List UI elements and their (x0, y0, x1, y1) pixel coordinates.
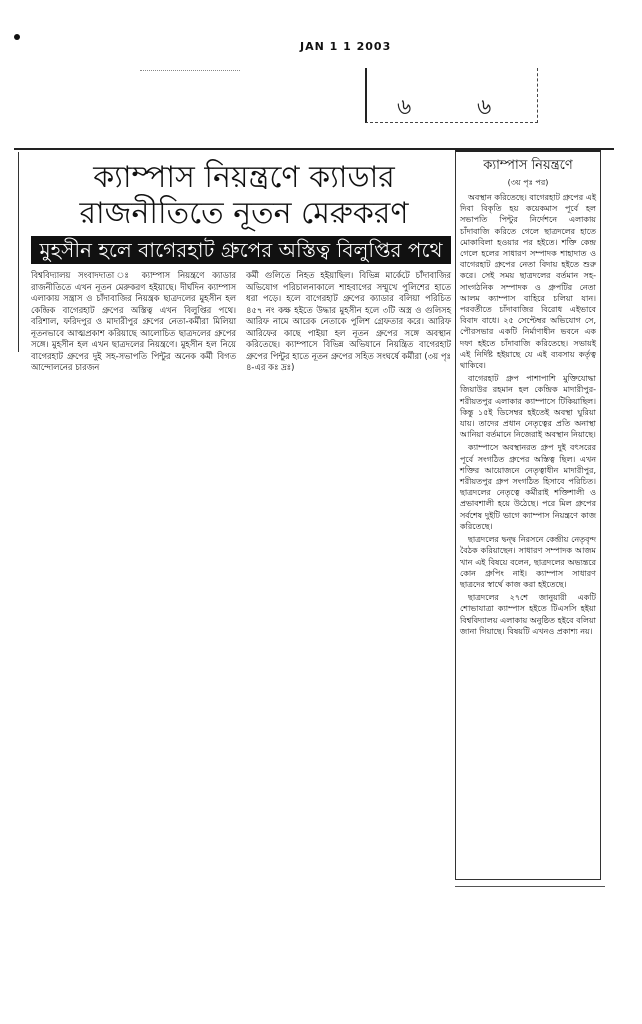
faded-header-marks (140, 70, 240, 101)
stamp-digit: ৬ (397, 95, 412, 120)
continuation-column (455, 150, 601, 880)
subheadline-banner: মুহসীন হলে বাগেরহাট গ্রুপের অস্তিত্ব বিলুপ্তির পথে (31, 236, 451, 264)
paragraph: বাগেরহাট গ্রুপ পাশাপাশি মুক্তিযোদ্ধা জিয়াউর রহমান হল কেন্দ্রিক মাদারীপুর-শরীয়তপুর এলাকার ক্যাম্পাসে টিকিয়াছিল। কিন্তু ১৫ই ডিসেম্বর হইতেই অবস্থা ঘুরিয়া যায়। তাদের প্রধান নেতৃত্বের প্রতি অনাস্থা আনিয়া বর্তমানে নিজেরাই অবস্থান নিয়াছে। (460, 374, 596, 440)
clipping-border-bottom (455, 886, 605, 887)
paragraph: অবস্থান করিতেছে। বাগেরহাট গ্রুপের এই দিবা বিকৃতি হয় কয়েকমাস পূর্বে হল সভাপতি পিন্টুর নির্দেশনে এলাকায় চাঁদাবাজি করিতে গেলে ছাত্রদলের হাতে মোকাবিলা হওয়ার পর হইতে। শক্তি কেন্দ্র গেলে হলের সাধারণ সম্পাদক শাহাদাত ও বাগেরহাট গ্রুপের নেতা বিদায় হইতে শুরু করে। সেই সময় ছাত্রদলের বর্তমান সহ-সাংগঠনিক সম্পাদক ও গ্রুপটির নেতা আলম ক্যাম্পাস বাহিরে চলিয়া যান। পরবর্তীতে চাঁদাবাজির বিরোধ এইভাবে বিবাদ বাধে। ২৫ সেপ্টেম্বর অভিযোগ সে, পৌরসভার একটি নির্মাণাধীন ভবনে এক দফা হইতে চাঁদাবাজি করিতেছে। সভায়ই এই নির্দিষ্ট হইয়াছে যে এই ব্যবসায় কর্তৃত্ব থাকিবে। (460, 193, 596, 371)
clipping-date: JAN 1 1 2003 (300, 40, 392, 53)
paragraph: ছাত্রদলের দ্বন্দ্ব নিরসনে কেন্দ্রীয় নেতৃবৃন্দ বৈঠক করিয়াছেন। সাধারণ সম্পাদক আজম খান এই বিষয়ে বলেন, ছাত্রদলের অভ্যন্তরে কোন গ্রুপিং নাই। ক্যাম্পাস সাধারণ ছাত্রদের স্বার্থে কাজ করা হইতেছে। (460, 535, 596, 589)
headline: ক্যাম্পাস নিয়ন্ত্রণে ক্যাডার রাজনীতিতে নূতন মেরুকরণ (79, 160, 409, 231)
continuation-body (460, 192, 596, 882)
continued-from-label: (৩য় পৃঃ পর) (507, 178, 549, 187)
main-article (18, 152, 451, 372)
paragraph: ছাত্রদলের ২৭শে জানুয়ারী একটি শোভাযাত্রা ক্যাম্পাস হইতে টিএসসি হইয়া বিশ্ববিদ্যালয় এলাকায় অনুষ্ঠিত হইবে বলিয়া জানা গিয়াছে। বিষয়টি এখনও প্রকাশ্য নয়। (460, 593, 596, 636)
continuation-title: ক্যাম্পাস নিয়ন্ত্রণে (483, 158, 573, 173)
article-column-1: বিশ্ববিদ্যালয় সংবাদদাতা ঃ ক্যাম্পাস নিয়ন্ত্রণে ক্যাডার রাজনীতিতে এখন নূতন মেরুকরণ হইয়াছে। দীর্ঘদিন ক্যাম্পাস এলাকায় সন্ত্রাস ও চাঁদাবাজির নিয়ন্ত্রক ছাত্রদলের মুহসীন হল কেন্দ্রিক বাগেরহাট গ্রুপের অস্তিত্ব এখন বিলুপ্তির পথে। বরিশাল, ফরিদপুর ও মাদারীপুর গ্রুপের নেতা-কর্মীরা মিলিয়া নূতনভাবে আত্মপ্রকাশ করিয়াছে আলোচিত ছাত্রদলের গ্রুপের সঙ্গে। মুহসীন হল এখন ছাত্রদলের নিয়ন্ত্রণে। মুহসীন হল নিয়ে বাগেরহাট গ্রুপের দুই সহ-সভাপতি পিন্টুর অনেক কর্মী বিগত আন্দোলনের চারজন (31, 270, 236, 372)
article-column-2: কর্মী গুলিতে নিহত হইয়াছিল। বিভিন্ন মার্কেটে চাঁদাবাজির অভিযোগ পরিচালনাকালে শাহবাগের সম্মুখে পুলিশের হাতে ধরা পড়ে। হলে বাগেরহাট গ্রুপের ক্যাডার বলিয়া পরিচিত ৪৫৭ নং কক্ষ হইতে উদ্ধার মুহসীন হলে ৩টি অস্ত্র ও গুলিসহ আরিফ নামে আরেক নেতাকে পুলিশ গ্রেফতার করে। আরিফ আরিফের কাছে পাইয়া হল নূতন গ্রুপের সঙ্গে অবস্থান করিতেছে। ক্যাম্পাসে বিভিন্ন অভিযানে নিয়ন্ত্রিত বাগেরহাট গ্রুপের পিন্টুর হাতে নূতন গ্রুপের সহিত সংঘর্ষে কর্মীরা (৩য় পৃঃ ৪-এর কঃ দ্রঃ) (246, 270, 451, 372)
article-body (31, 270, 451, 372)
archive-stamp (365, 68, 538, 123)
paragraph: ক্যাম্পাসে অবস্থানরত গ্রুপ দুই বৎসরের পূর্বে সংগঠিত গ্রুপের অস্তিত্ব ছিল। এখন শক্তির আয়োজনে নেতৃত্বাধীন মাদারীপুর, শরীয়তপুর গ্রুপ সংগঠিত হিসাবে পরিচিত। ছাত্রদলের নেতৃত্বে কর্মীরাই শক্তিশালী ও প্রভাবশালী হয়ে উঠেছে। পরে মিল গ্রুপের সর্বশেষ দুইটি ভাগে ক্যাম্পাস নিয়ন্ত্রণে কাজ করিতেছে। (460, 443, 596, 531)
stamp-digit: ৬ (477, 95, 492, 120)
scan-speck (14, 34, 20, 40)
